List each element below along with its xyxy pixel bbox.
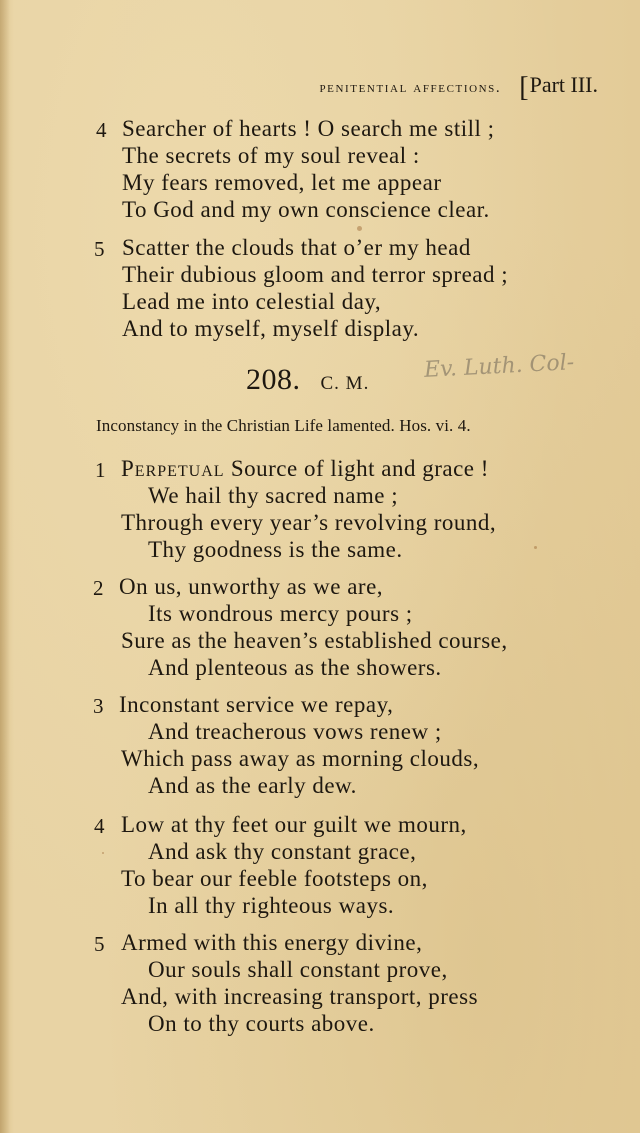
verse-line: Sure as the heaven’s established course, — [121, 628, 508, 653]
verse-line: Searcher of hearts ! O search me still ; — [122, 116, 495, 141]
gutter-shadow — [0, 0, 10, 1133]
part-bracket: [ — [519, 72, 529, 103]
verse-line: And treacherous vows renew ; — [148, 719, 442, 744]
verse-line: On us, unworthy as we are, — [119, 574, 384, 599]
paper-speck — [357, 226, 362, 231]
hymn-number: 208. — [246, 363, 301, 396]
paper-speck — [534, 546, 537, 549]
verse-line: And plenteous as the showers. — [148, 655, 442, 680]
verse-line: Which pass away as morning clouds, — [121, 746, 480, 771]
verse-line: Lead me into celestial day, — [122, 289, 382, 314]
verse-line: Armed with this energy divine, — [121, 930, 423, 955]
verse-line: On to thy courts above. — [148, 1011, 375, 1036]
verse-line: Scatter the clouds that o’er my head — [122, 235, 471, 260]
verse-line: To God and my own conscience clear. — [122, 197, 490, 222]
verse-line: And ask thy constant grace, — [148, 839, 417, 864]
verse-line: And as the early dew. — [148, 773, 357, 798]
verse-line: Their dubious gloom and terror spread ; — [122, 262, 509, 287]
part-label: Part III. — [529, 72, 598, 97]
hymn-heading — [246, 363, 369, 397]
verse-line: And to myself, myself display. — [122, 316, 420, 341]
verse-line: Low at thy feet our guilt we mourn, — [121, 812, 467, 837]
line-rest: Source of light and grace ! — [224, 456, 489, 481]
verse-line: In all thy righteous ways. — [148, 893, 395, 918]
verse-line: And, with increasing transport, press — [121, 984, 479, 1009]
stanza-number: 5 — [94, 237, 105, 261]
running-head — [319, 70, 598, 103]
stanza-number: 3 — [93, 694, 104, 718]
verse-line — [121, 456, 489, 482]
verse-line: My fears removed, let me appear — [122, 170, 442, 195]
paper-speck — [102, 852, 104, 854]
verse-line: We hail thy sacred name ; — [148, 483, 399, 508]
stanza-number: 5 — [94, 932, 105, 956]
stanza-number: 1 — [95, 458, 106, 482]
hymn-meter: C. M. — [320, 373, 370, 394]
verse-line: Its wondrous mercy pours ; — [148, 601, 413, 626]
verse-line: The secrets of my soul reveal : — [122, 143, 420, 168]
stanza-number: 2 — [93, 576, 104, 600]
verse-line: Inconstant service we repay, — [119, 692, 394, 717]
verse-line: Through every year’s revolving round, — [121, 510, 497, 535]
stanza-number: 4 — [94, 814, 105, 838]
hymn-subtitle: Inconstancy in the Christian Life lamented. Hos. vi. 4. — [96, 416, 471, 435]
verse-line: Thy goodness is the same. — [148, 537, 403, 562]
first-word-small-caps: Perpetual — [121, 456, 225, 481]
stanza-number: 4 — [96, 118, 107, 142]
running-title: penitential affections. — [319, 80, 502, 96]
verse-line: Our souls shall constant prove, — [148, 957, 448, 982]
verse-line: To bear our feeble footsteps on, — [121, 866, 428, 891]
handwritten-annotation: Ev. Luth. Col- — [423, 350, 575, 383]
